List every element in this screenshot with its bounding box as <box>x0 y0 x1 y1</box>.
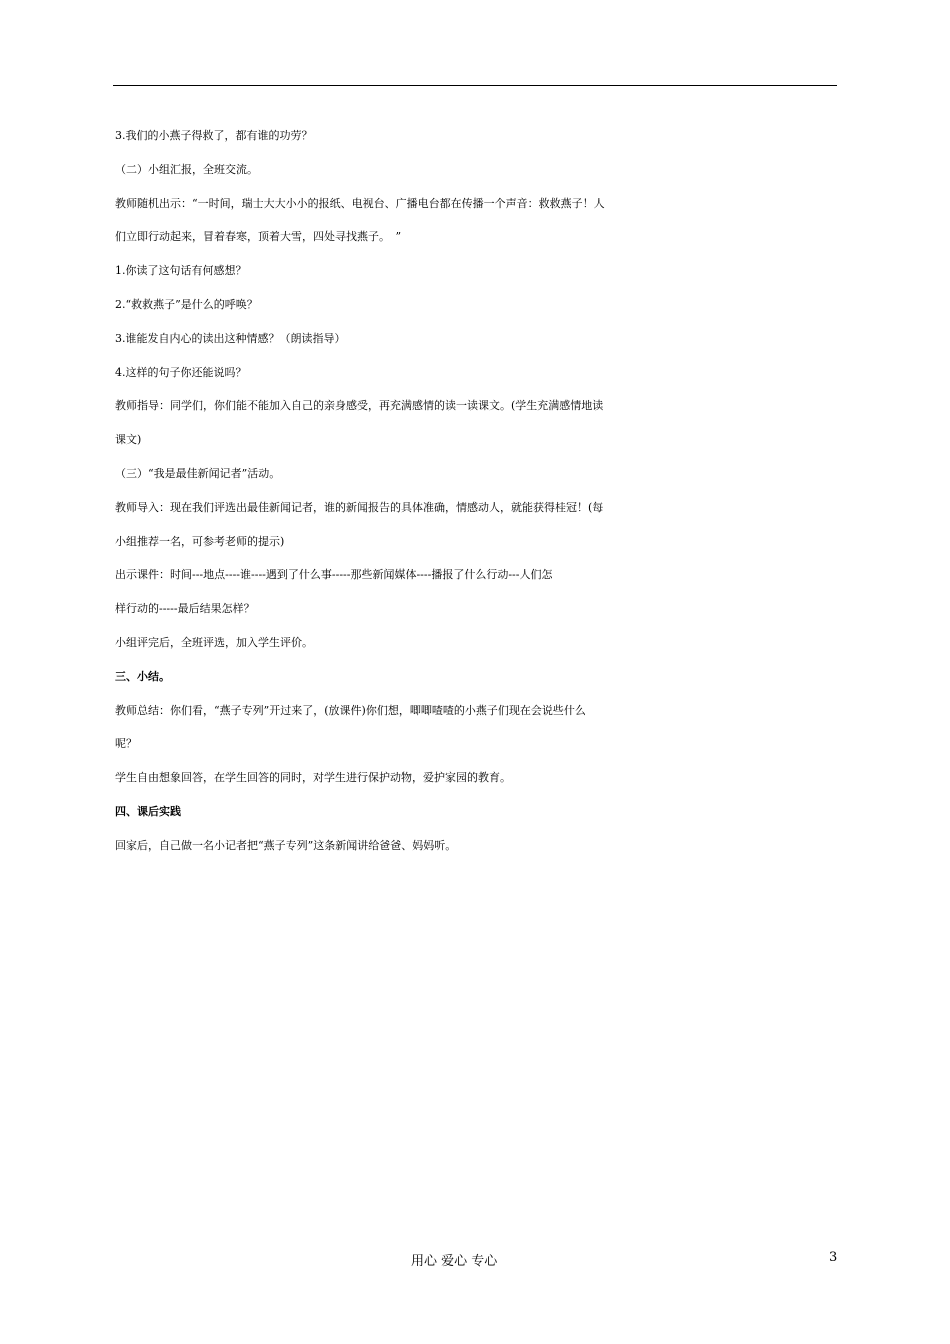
text-line: 呢？ <box>115 737 137 751</box>
header-rule <box>113 85 837 86</box>
text-line: 教师导入：现在我们评选出最佳新闻记者，谁的新闻报告的具体准确，情感动人，就能获得桂冠！(每 <box>115 500 604 514</box>
text-line: 学生自由想象回答，在学生回答的同时，对学生进行保护动物，爱护家园的教育。 <box>115 771 511 785</box>
text-line: 2.“救救燕子”是什么的呼唤？ <box>115 297 258 311</box>
text-line: 们立即行动起来，冒着春寒，顶着大雪，四处寻找燕子。 ” <box>115 230 402 244</box>
text-line: 课文) <box>115 433 142 447</box>
page-number: 3 <box>829 1250 838 1265</box>
text-line: 4.这样的句子你还能说吗？ <box>115 365 247 379</box>
document-body <box>115 119 839 863</box>
text-line: 教师随机出示：“一时间，瑞士大大小小的报纸、电视台、广播电台都在传播一个声音：救救燕子！人 <box>115 196 605 210</box>
text-line: 1.你读了这句话有何感想？ <box>115 264 247 278</box>
text-line: 3.我们的小燕子得救了，都有谁的功劳？ <box>115 129 313 142</box>
text-line: 回家后，自己做一名小记者把“燕子专列”这条新闻讲给爸爸、妈妈听。 <box>115 838 457 852</box>
text-line: 3.谁能发自内心的读出这种情感？（朗读指导） <box>115 331 346 345</box>
text-line: 教师总结：你们看，“燕子专列”开过来了，(放课件)你们想，唧唧喳喳的小燕子们现在会说些什么 <box>115 703 586 717</box>
text-line: （二）小组汇报，全班交流。 <box>115 162 258 176</box>
text-line: （三）“我是最佳新闻记者”活动。 <box>115 466 281 480</box>
text-line: 小组推荐一名，可参考老师的提示) <box>115 534 285 548</box>
text-line: 教师指导：同学们，你们能不能加入自己的亲身感受，再充满感情的读一读课文。(学生充满感情地读 <box>115 399 604 413</box>
section-heading: 四、课后实践 <box>115 804 181 818</box>
text-line: 出示课件：时间---地点----谁----遇到了什么事-----那些新闻媒体----播报了什么行动---人们怎 <box>115 568 553 582</box>
text-line: 小组评完后，全班评选，加入学生评价。 <box>115 635 313 649</box>
section-heading: 三、小结。 <box>115 669 170 683</box>
text-line: 样行动的-----最后结果怎样？ <box>115 602 255 616</box>
footer-motto: 用心 爱心 专心 <box>411 1254 498 1269</box>
